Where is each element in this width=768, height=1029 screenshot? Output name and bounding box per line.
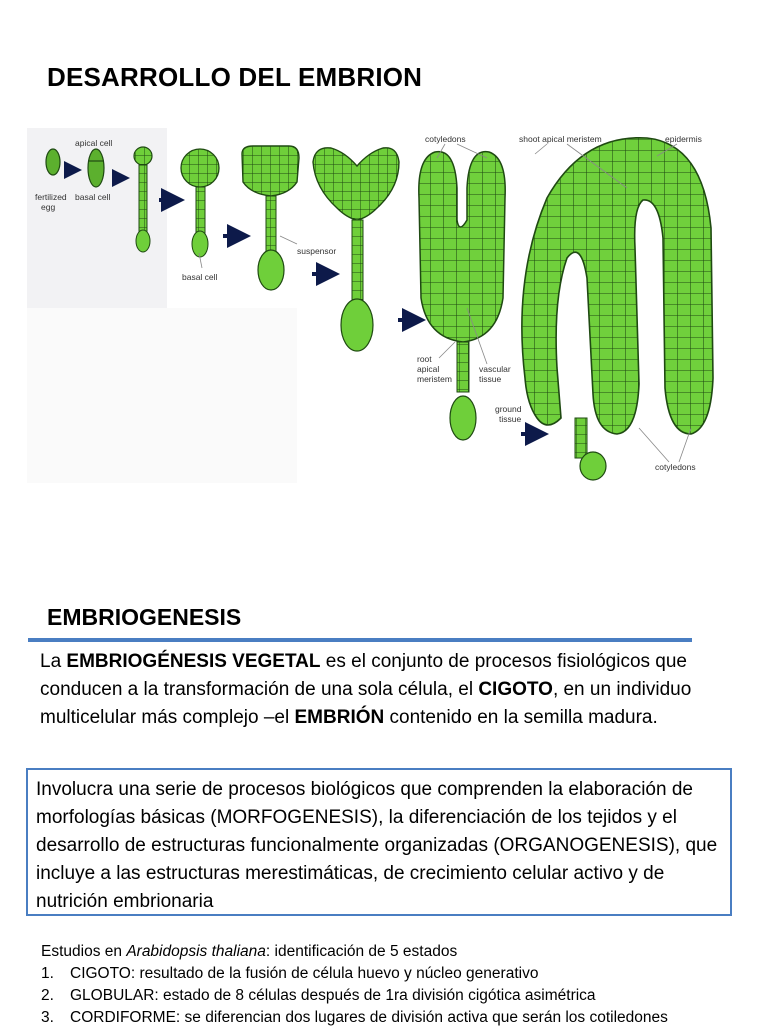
fertilized-egg-shape <box>46 149 60 175</box>
term-embriogenesis: EMBRIOGÉNESIS VEGETAL <box>66 651 321 672</box>
studies-intro: Estudios en Arabidopsis thaliana: identificación de 5 estados <box>41 943 458 960</box>
label-ground-1: ground <box>495 404 522 414</box>
embryo-development-figure <box>27 128 727 483</box>
intro-paragraph: La EMBRIOGÉNESIS VEGETAL es el conjunto de procesos fisiológicos que conducen a la transformación de una sola célula, el CIGOTO, en un individuo multicelular más complejo –el EMBRIÓN contenido en la semilla madura. <box>40 651 692 728</box>
label-epidermis: epidermis <box>665 134 702 144</box>
list-item: 1. CIGOTO: resultado de la fusión de célula huevo y núcleo generativo <box>41 965 539 982</box>
list-item: 3. CORDIFORME: se diferencian dos lugares de división activa que serán los cotiledones <box>41 1009 668 1026</box>
label-shoot-apical-meristem: shoot apical meristem <box>519 134 602 144</box>
label-fertilized-2: egg <box>41 202 56 212</box>
species-name: Arabidopsis thaliana <box>126 943 266 960</box>
label-vascular-1: vascular <box>479 364 511 374</box>
label-root-1: root <box>417 354 432 364</box>
label-fertilized-1: fertilized <box>35 192 67 202</box>
label-apical-cell: apical cell <box>75 138 113 148</box>
section-divider <box>28 638 692 642</box>
label-root-3: meristem <box>417 374 452 384</box>
label-cotyledons-bottom: cotyledons <box>655 462 696 472</box>
label-ground-2: tissue <box>499 414 522 424</box>
two-cell-shape <box>88 149 104 187</box>
highlight-text: Involucra una serie de procesos biológicos que comprenden la elaboración de morfologías básicas (MORFOGENESIS), la diferenciación de los tejidos y el desarrollo de estructuras funcionalmente organizadas (ORGANOGENESIS), que incluye a las estructuras merestimáticas, de crecimiento celular activo y de nutrición embrionaria <box>36 779 718 912</box>
label-basal-cell-top: basal cell <box>75 192 111 202</box>
studies-list <box>41 941 768 1029</box>
term-embrion: EMBRIÓN <box>294 707 385 728</box>
term-cigoto: CIGOTO <box>478 679 553 700</box>
label-cotyledons-top: cotyledons <box>425 134 466 144</box>
label-root-2: apical <box>417 364 440 374</box>
label-vascular-2: tissue <box>479 374 502 384</box>
label-basal-cell: basal cell <box>182 272 218 282</box>
section-title: EMBRIOGENESIS <box>47 604 242 630</box>
label-suspensor: suspensor <box>297 246 337 256</box>
highlight-box <box>26 768 732 916</box>
list-item: 2. GLOBULAR: estado de 8 células después de 1ra división cigótica asimétrica <box>41 987 596 1004</box>
embryo-diagram <box>27 128 727 483</box>
page-title: DESARROLLO DEL EMBRION <box>47 62 423 92</box>
